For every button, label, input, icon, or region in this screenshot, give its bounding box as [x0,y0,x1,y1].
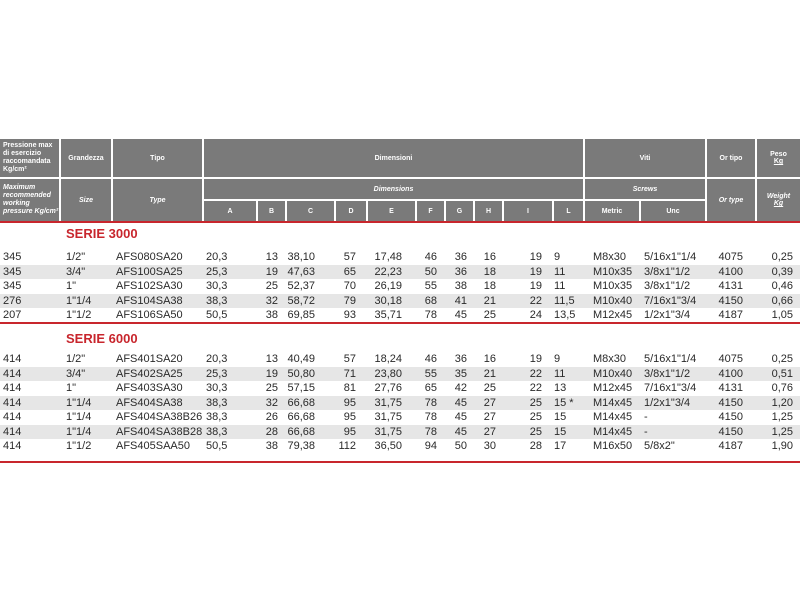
cell-dim-l: 15 [554,411,567,423]
cell-screw-unc: 5/16x1"1/4 [644,353,697,365]
header-or-tipo: Or tipo [707,139,755,177]
header-dim-c: C [287,201,334,221]
cell-dim-a: 38,3 [206,411,228,423]
cell-or-type: 4100 [718,265,743,278]
cell-screw-metric: M8x30 [593,251,627,263]
cell-weight: 0,51 [771,367,793,380]
cell-screw-metric: M10x35 [593,280,633,292]
cell-size: 1" [66,382,77,394]
cell-dim-f: 46 [424,353,437,365]
cell-dim-c: 38,10 [287,251,315,263]
cell-dim-i: 25 [529,425,542,438]
cell-dim-g: 45 [454,396,467,409]
cell-or-type: 4150 [718,396,743,409]
cell-dim-e: 30,18 [374,294,402,307]
cell-dim-a: 38,3 [206,396,228,409]
cell-weight: 0,76 [771,382,793,394]
cell-dim-h: 21 [483,294,496,307]
cell-dim-i: 22 [529,294,542,307]
header-pressione-en: Maximum recommended working pressure Kg/cm² [0,179,59,221]
cell-dim-g: 36 [454,251,467,263]
section-red-rule [0,322,800,324]
cell-dim-c: 57,15 [287,382,315,394]
cell-dim-f: 46 [424,251,437,263]
cell-dim-b: 13 [265,251,278,263]
cell-size: 1/2" [66,251,86,263]
cell-size: 1"1/2 [66,309,92,321]
cell-dim-d: 95 [343,396,356,409]
header-dim-h: H [475,201,502,221]
table-row [0,410,800,424]
cell-weight: 0,25 [771,251,793,263]
header-dim-i: I [504,201,552,221]
header-dim-d: D [336,201,366,221]
cell-weight: 1,25 [771,411,793,423]
cell-or-type: 4187 [718,440,743,452]
cell-dim-d: 70 [343,280,356,292]
cell-weight: 0,66 [771,294,793,307]
cell-dim-f: 68 [424,294,437,307]
cell-dim-f: 55 [424,280,437,292]
cell-dim-d: 95 [343,411,356,423]
header-metric: Metric [585,201,639,221]
table-row [0,425,800,439]
cell-dim-e: 35,71 [374,309,402,321]
cell-dim-e: 18,24 [374,353,402,365]
cell-pressione: 414 [3,382,22,394]
cell-screw-unc: - [644,411,648,423]
cell-dim-b: 38 [265,440,278,452]
header-weight-label: Weight [766,193,791,200]
header-dim-f: F [417,201,444,221]
cell-dim-l: 11,5 [554,294,575,307]
cell-or-type: 4075 [718,251,743,263]
cell-type: AFS402SA25 [116,367,183,380]
cell-or-type: 4150 [718,411,743,423]
cell-dim-c: 66,68 [287,411,315,423]
header-dimensioni: Dimensioni [204,139,583,177]
cell-screw-unc: - [644,425,648,438]
cell-or-type: 4131 [718,382,743,394]
cell-dim-d: 112 [338,440,356,452]
cell-dim-c: 69,85 [287,309,315,321]
cell-size: 3/4" [66,265,86,278]
cell-dim-f: 55 [424,367,437,380]
cell-screw-metric: M16x50 [593,440,633,452]
cell-dim-h: 30 [483,440,496,452]
cell-pressione: 276 [3,294,22,307]
cell-dim-b: 25 [265,280,278,292]
cell-screw-unc: 7/16x1"3/4 [644,382,697,394]
cell-or-type: 4150 [718,294,743,307]
cell-dim-c: 79,38 [287,440,315,452]
table-row [0,308,800,322]
cell-screw-unc: 3/8x1"1/2 [644,265,691,278]
cell-dim-i: 19 [529,251,542,263]
cell-dim-d: 95 [343,425,356,438]
cell-dim-a: 30,3 [206,280,228,292]
cell-type: AFS404SA38 [116,396,183,409]
cell-dim-c: 66,68 [287,396,315,409]
cell-dim-d: 93 [343,309,356,321]
cell-dim-b: 19 [265,367,278,380]
cell-dim-f: 50 [424,265,437,278]
cell-screw-unc: 5/8x2" [644,440,675,452]
cell-dim-l: 11 [554,367,566,380]
cell-size: 1/2" [66,353,86,365]
cell-dim-a: 38,3 [206,425,228,438]
cell-dim-h: 27 [483,411,496,423]
cell-dim-i: 22 [529,382,542,394]
cell-dim-d: 57 [343,251,356,263]
cell-size: 1"1/4 [66,294,92,307]
header-unc: Unc [641,201,705,221]
cell-pressione: 414 [3,353,22,365]
cell-weight: 1,20 [771,396,793,409]
header-size: Size [61,179,111,221]
cell-dim-l: 13 [554,382,567,394]
cell-size: 1"1/2 [66,440,92,452]
cell-dim-a: 38,3 [206,294,228,307]
cell-dim-l: 9 [554,353,561,365]
header-viti: Viti [585,139,705,177]
cell-dim-e: 22,23 [374,265,402,278]
cell-dim-g: 38 [454,280,467,292]
table-row [0,439,800,453]
cell-dim-f: 94 [424,440,437,452]
table-row [0,367,800,381]
cell-dim-c: 52,37 [287,280,315,292]
cell-weight: 1,25 [771,425,793,438]
header-weight-unit: Kg [773,200,784,207]
cell-dim-g: 45 [454,425,467,438]
header-dim-g: G [446,201,473,221]
cell-dim-d: 79 [343,294,356,307]
header-weight [757,179,800,221]
cell-dim-g: 36 [454,265,467,278]
header-or-type: Or type [707,179,755,221]
cell-dim-a: 20,3 [206,251,228,263]
cell-pressione: 414 [3,425,22,438]
cell-dim-f: 78 [424,425,437,438]
cell-dim-e: 31,75 [374,396,402,409]
cell-dim-c: 66,68 [287,425,315,438]
cell-dim-l: 11 [554,280,566,292]
cell-dim-i: 19 [529,353,542,365]
cell-dim-g: 36 [454,353,467,365]
cell-dim-d: 71 [343,367,356,380]
cell-dim-e: 17,48 [374,251,402,263]
cell-pressione: 414 [3,411,22,423]
cell-dim-f: 65 [424,382,437,394]
cell-weight: 0,25 [771,353,793,365]
cell-dim-h: 18 [483,265,496,278]
cell-pressione: 414 [3,396,22,409]
cell-size: 1"1/4 [66,411,92,423]
cell-dim-e: 36,50 [374,440,402,452]
header-peso [757,139,800,177]
cell-dim-e: 27,76 [374,382,402,394]
cell-or-type: 4187 [718,309,743,321]
cell-type: AFS401SA20 [116,353,183,365]
cell-dim-l: 11 [554,265,566,278]
cell-pressione: 414 [3,440,22,452]
cell-dim-i: 28 [529,440,542,452]
cell-dim-b: 26 [265,411,278,423]
cell-type: AFS404SA38B26 [116,411,203,423]
cell-dim-a: 50,5 [206,309,228,321]
cell-pressione: 414 [3,367,22,380]
cell-dim-i: 25 [529,396,542,409]
header-pressione-it: Pressione max di esercizio raccomandata Kg/cm² [0,139,59,177]
cell-dim-l: 15 * [554,396,574,409]
cell-or-type: 4131 [718,280,743,292]
cell-dim-i: 22 [529,367,542,380]
cell-dim-f: 78 [424,309,437,321]
cell-screw-metric: M8x30 [593,353,627,365]
cell-dim-d: 57 [343,353,356,365]
cell-screw-metric: M14x45 [593,425,633,438]
table-row [0,294,800,308]
cell-dim-c: 58,72 [287,294,315,307]
header-peso-label: Peso [770,151,787,158]
cell-or-type: 4150 [718,425,743,438]
cell-dim-l: 17 [554,440,567,452]
cell-dim-b: 32 [265,294,278,307]
cell-pressione: 345 [3,265,22,278]
cell-screw-metric: M10x35 [593,265,633,278]
cell-dim-h: 16 [483,251,496,263]
table-row [0,396,800,410]
section-title-serie-6000: SERIE 6000 [66,331,138,346]
cell-dim-e: 31,75 [374,425,402,438]
cell-dim-d: 65 [343,265,356,278]
cell-screw-metric: M10x40 [593,367,633,380]
cell-dim-i: 19 [529,280,542,292]
cell-dim-b: 32 [265,396,278,409]
cell-dim-a: 20,3 [206,353,228,365]
cell-dim-b: 13 [265,353,278,365]
header-tipo: Tipo [113,139,202,177]
cell-dim-c: 40,49 [287,353,315,365]
cell-dim-e: 26,19 [374,280,402,292]
cell-dim-h: 25 [483,309,496,321]
cell-dim-l: 9 [554,251,561,263]
header-dim-e: E [368,201,415,221]
section-title-serie-3000: SERIE 3000 [66,226,138,241]
cell-dim-c: 50,80 [287,367,315,380]
header-red-rule [0,221,800,223]
cell-type: AFS405SAA50 [116,440,190,452]
cell-size: 1" [66,280,77,292]
cell-dim-a: 50,5 [206,440,228,452]
header-dim-a: A [204,201,256,221]
cell-dim-i: 25 [529,411,542,423]
cell-dim-l: 13,5 [554,309,576,321]
cell-screw-unc: 5/16x1"1/4 [644,251,697,263]
cell-or-type: 4075 [718,353,743,365]
header-screws: Screws [585,179,705,199]
cell-dim-a: 25,3 [206,367,228,380]
header-dimensions: Dimensions [204,179,583,199]
cell-weight: 1,90 [771,440,793,452]
table-row [0,279,800,293]
cell-dim-a: 30,3 [206,382,228,394]
cell-dim-b: 38 [265,309,278,321]
cell-screw-unc: 1/2x1"3/4 [644,309,691,321]
cell-type: AFS102SA30 [116,280,183,292]
cell-type: AFS080SA20 [116,251,183,263]
section-red-rule [0,461,800,463]
cell-pressione: 345 [3,251,22,263]
cell-type: AFS106SA50 [116,309,183,321]
header-dim-b: B [258,201,285,221]
cell-dim-g: 45 [454,411,467,423]
cell-dim-g: 45 [454,309,467,321]
cell-dim-h: 18 [483,280,496,292]
cell-dim-g: 50 [454,440,467,452]
table-row [0,265,800,279]
cell-dim-h: 27 [483,396,496,409]
cell-weight: 0,39 [771,265,793,278]
header-grandezza: Grandezza [61,139,111,177]
cell-screw-unc: 3/8x1"1/2 [644,367,691,380]
table-row [0,250,800,264]
cell-dim-e: 23,80 [374,367,402,380]
cell-screw-metric: M12x45 [593,309,633,321]
cell-type: AFS404SA38B28 [116,425,203,438]
cell-dim-b: 19 [265,265,278,278]
cell-type: AFS104SA38 [116,294,183,307]
cell-screw-metric: M14x45 [593,411,633,423]
cell-pressione: 345 [3,280,22,292]
cell-screw-metric: M12x45 [593,382,633,394]
cell-dim-i: 19 [529,265,542,278]
cell-dim-b: 25 [265,382,278,394]
cell-dim-g: 42 [454,382,467,394]
cell-screw-metric: M14x45 [593,396,633,409]
cell-screw-unc: 7/16x1"3/4 [644,294,697,307]
cell-dim-l: 15 [554,425,567,438]
table-row [0,352,800,366]
cell-dim-f: 78 [424,411,437,423]
cell-dim-g: 41 [454,294,467,307]
cell-dim-i: 24 [529,309,542,321]
cell-dim-h: 21 [483,367,496,380]
cell-dim-h: 25 [483,382,496,394]
cell-weight: 1,05 [771,309,793,321]
cell-or-type: 4100 [718,367,743,380]
cell-dim-g: 35 [454,367,467,380]
cell-screw-unc: 3/8x1"1/2 [644,280,691,292]
cell-type: AFS403SA30 [116,382,183,394]
cell-pressione: 207 [3,309,22,321]
cell-size: 1"1/4 [66,425,92,438]
cell-dim-d: 81 [343,382,356,394]
cell-weight: 0,46 [771,280,793,292]
cell-type: AFS100SA25 [116,265,183,278]
cell-dim-c: 47,63 [287,265,315,278]
header-dim-l: L [554,201,583,221]
cell-screw-metric: M10x40 [593,294,633,307]
cell-dim-h: 27 [483,425,496,438]
cell-dim-f: 78 [424,396,437,409]
cell-size: 3/4" [66,367,86,380]
cell-dim-e: 31,75 [374,411,402,423]
cell-dim-h: 16 [483,353,496,365]
header-peso-unit: Kg [773,158,784,165]
cell-size: 1"1/4 [66,396,92,409]
cell-dim-b: 28 [265,425,278,438]
table-row [0,381,800,395]
cell-screw-unc: 1/2x1"3/4 [644,396,691,409]
header-type: Type [113,179,202,221]
cell-dim-a: 25,3 [206,265,228,278]
